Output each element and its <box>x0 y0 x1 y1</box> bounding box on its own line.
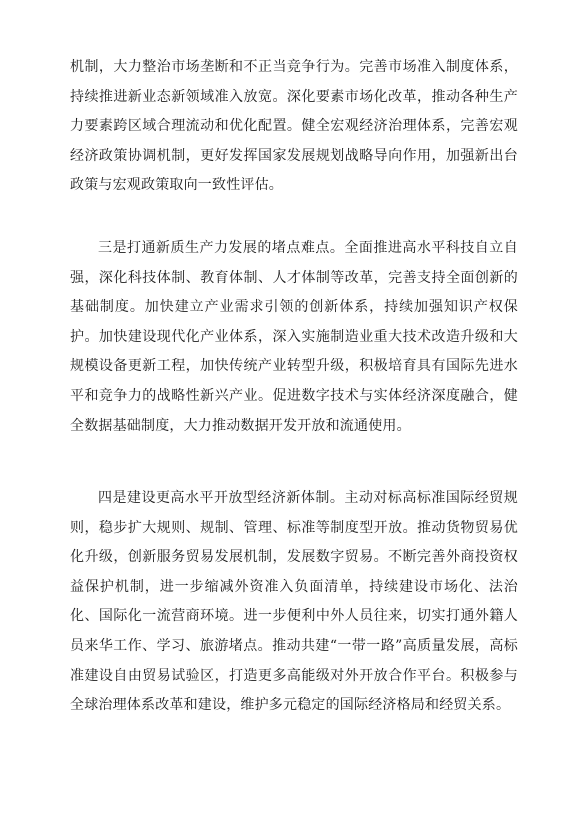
paragraph-innovation-bottlenecks: 三是打通新质生产力发展的堵点难点。全面推进高水平科技自立自强，深化科技体制、教育体制、人才体制等改革，完善支持全面创新的基础制度。加快建立产业需求引领的创新体系，持续加强知识产权保护。加快建设现代化产业体系，深入实施制造业重大技术改造升级和大规模设备更新工程，加快传统产业转型升级，积极培育具有国际先进水平和竞争力的战略性新兴产业。促进数字技术与实体经济深度融合，健全数据基础制度，大力推动数据开发开放和流通使用。 <box>70 240 518 434</box>
paragraph-continuation: 机制，大力整治市场垄断和不正当竞争行为。完善市场准入制度体系，持续推进新业态新领域准入放宽。深化要素市场化改革，推动各种生产力要素跨区域合理流动和优化配置。健全宏观经济治理体系，完善宏观经济政策协调机制，更好发挥国家发展规划战略导向作用，加强新出台政策与宏观政策取向一致性评估。 <box>70 59 518 194</box>
paragraph-open-economy: 四是建设更高水平开放型经济新体制。主动对标高标准国际经贸规则，稳步扩大规则、规制、管理、标准等制度型开放。推动货物贸易优化升级，创新服务贸易发展机制，发展数字贸易。不断完善外商投资权益保护机制，进一步缩减外资准入负面清单，持续建设市场化、法治化、国际化一流营商环境。进一步便利中外人员往来，切实打通外籍人员来华工作、学习、旅游堵点。推动共建“一带一路”高质量发展，高标准建设自由贸易试验区，打造更多高能级对外开放合作平台。积极参与全球治理体系改革和建设，维护多元稳定的国际经济格局和经贸关系。 <box>70 490 518 714</box>
